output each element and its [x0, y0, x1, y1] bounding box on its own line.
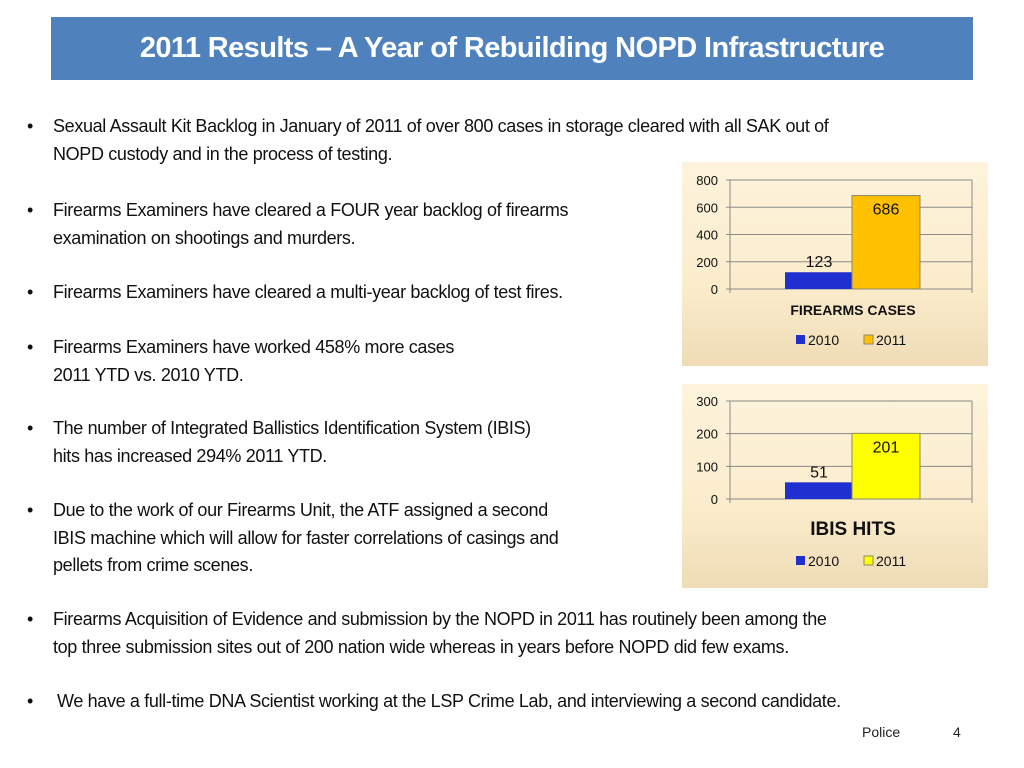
- y-tick-label: 600: [696, 200, 718, 216]
- bullet-text-line: top three submission sites out of 200 nation wide whereas in years before NOPD did few exams.: [53, 636, 789, 657]
- legend-label: 2011: [876, 332, 907, 348]
- data-label: 123: [805, 254, 833, 272]
- data-label: 686: [872, 201, 900, 219]
- bullet-item: [27, 497, 559, 580]
- bullet-dot: •: [27, 200, 33, 220]
- bar-2010: [785, 482, 853, 499]
- y-tick-label: 200: [696, 426, 718, 442]
- bullet-text-line: Sexual Assault Kit Backlog in January of 2011 of over 800 cases in storage cleared with all SAK out of: [53, 116, 829, 136]
- bullet-text-line: We have a full-time DNA Scientist working at the LSP Crime Lab, and interviewing a second candidate.: [57, 691, 841, 711]
- chart-title: FIREARMS CASES: [790, 302, 916, 318]
- bullet-dot: •: [27, 418, 33, 438]
- bullet-dot: •: [27, 500, 33, 520]
- legend-swatch-2011: [864, 556, 873, 565]
- y-tick-label: 0: [710, 282, 718, 297]
- bullet-text-line: Due to the work of our Firearms Unit, the ATF assigned a second: [53, 500, 548, 520]
- bullet-dot: •: [27, 282, 33, 302]
- title-bar: [51, 17, 973, 80]
- bullet-text-line: Firearms Examiners have worked 458% more cases: [53, 337, 455, 357]
- bullet-dot: •: [27, 116, 33, 136]
- page-number: 4: [953, 724, 961, 740]
- bullet-dot: •: [27, 691, 33, 711]
- bullet-text-line: 2011 YTD vs. 2010 YTD.: [53, 364, 244, 385]
- bar-2010: [785, 272, 853, 289]
- y-tick-label: 0: [710, 492, 718, 507]
- bullet-item: [27, 606, 827, 661]
- chart-title: IBIS HITS: [810, 519, 896, 540]
- bullet-item: [27, 688, 841, 716]
- data-label: 201: [872, 439, 900, 457]
- ibis-hits-chart: [682, 384, 988, 588]
- bullet-text-line: Firearms Examiners have cleared a FOUR year backlog of firearms: [53, 200, 569, 220]
- y-tick-label: 100: [696, 459, 718, 475]
- y-tick-label: 200: [696, 254, 718, 270]
- y-tick-label: 800: [696, 173, 718, 188]
- bullet-text-line: pellets from crime scenes.: [53, 555, 253, 575]
- bullet-text-line: IBIS machine which will allow for faster correlations of casings and: [53, 527, 559, 548]
- data-label: 51: [810, 464, 828, 482]
- legend-swatch-2010: [796, 335, 805, 344]
- bullet-dot: •: [27, 609, 33, 629]
- bullet-item: [27, 197, 569, 252]
- legend-label: 2010: [808, 332, 840, 348]
- legend-swatch-2010: [796, 556, 805, 565]
- legend-label: 2010: [808, 553, 840, 569]
- bullet-item: [27, 334, 455, 389]
- bullet-text-line: NOPD custody and in the process of testing.: [53, 143, 393, 164]
- bullet-text-line: Firearms Acquisition of Evidence and submission by the NOPD in 2011 has routinely been among the: [53, 609, 827, 629]
- bullet-dot: •: [27, 337, 33, 357]
- y-tick-label: 400: [696, 227, 718, 243]
- bullet-item: [27, 113, 829, 168]
- firearms-cases-chart: [682, 162, 988, 366]
- bullet-item: [27, 279, 563, 307]
- legend-swatch-2011: [864, 335, 873, 344]
- slide-title: 2011 Results – A Year of Rebuilding NOPD Infrastructure: [139, 32, 885, 64]
- bullet-text-line: The number of Integrated Ballistics Identification System (IBIS): [53, 418, 531, 438]
- legend-label: 2011: [876, 553, 907, 569]
- footer-label: Police: [862, 724, 901, 740]
- y-tick-label: 300: [696, 394, 718, 409]
- bullet-text-line: hits has increased 294% 2011 YTD.: [53, 445, 327, 466]
- bullet-text-line: Firearms Examiners have cleared a multi-year backlog of test fires.: [53, 282, 563, 302]
- bullet-item: [27, 415, 531, 470]
- bullet-text-line: examination on shootings and murders.: [53, 227, 356, 248]
